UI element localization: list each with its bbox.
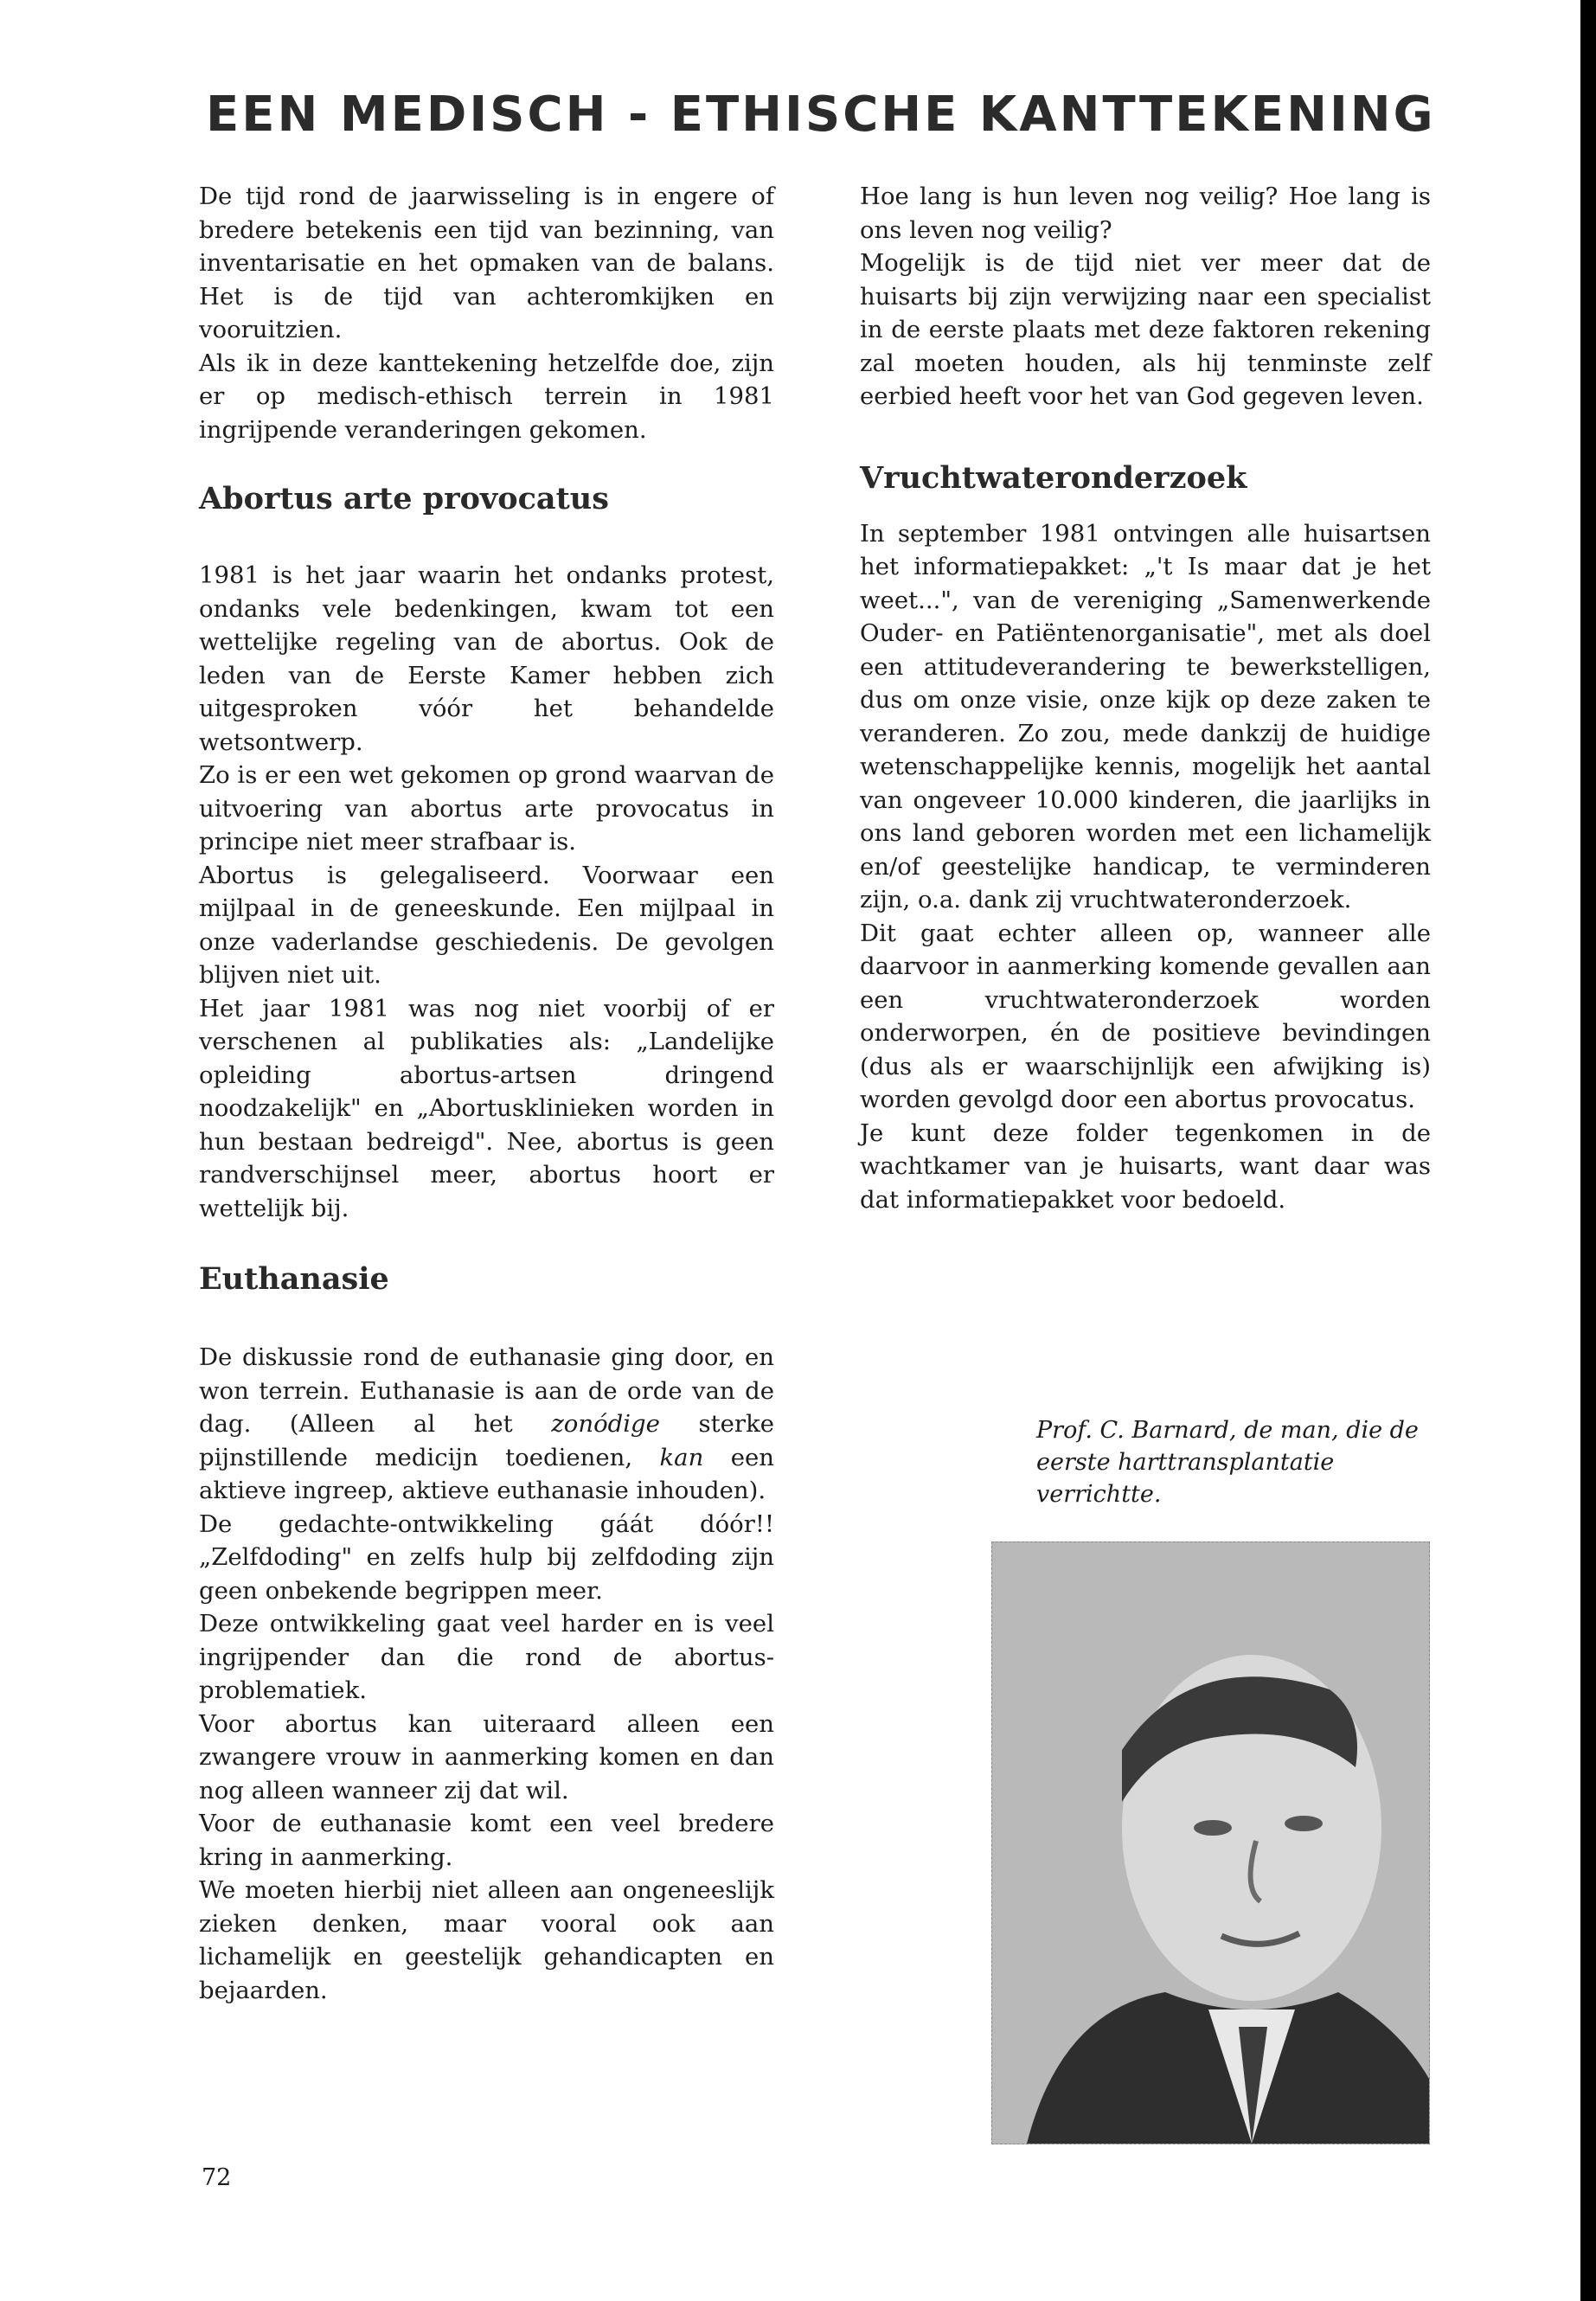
section-heading-euthanasie: Euthanasie — [199, 1261, 389, 1297]
euthanasie-text-b: sterke pijnstillende medicijn toedienen, — [199, 1410, 775, 1471]
abortus-paragraph-3: Abortus is gelegaliseerd. Voorwaar een mijlpaal in de geneeskunde. Een mijlpaal in onze vaderlandse geschiedenis. De gevolgen blijven niet uit. — [199, 861, 774, 989]
euthanasie-paragraph-4: Voor abortus kan uiteraard alleen een zwangere vrouw in aanmerking komen en dan nog alleen wanneer zij dat wil. — [199, 1709, 774, 1804]
vruchtwater-paragraph-1: In september 1981 ontvingen alle huisartsen het informatiepakket: „'t Is maar dat je het weet...", van de vereniging „Samenwerkende Ouder- en Patiëntenorganisatie", met als doel een attitudeverandering te bewerkstelligen, dus om onze visie, onze kijk op deze zaken te veranderen. Zo zou, mede dankzij de huidige wetenschappelijke kennis, mogelijk het aantal van ongeveer 10.000 kinderen, die jaarlijks in ons land geboren worden met een lichamelijk en/of geestelijke handicap, te verminderen zijn, o.a. dank zij vruchtwateronderzoek. — [860, 519, 1431, 913]
section-heading-abortus: Abortus arte provocatus — [199, 481, 609, 516]
photo-caption: Prof. C. Barnard, de man, die de eerste harttransplantatie verrichtte. — [1036, 1417, 1419, 1508]
euthanasie-text-a: De diskussie rond de euthanasie ging door, en won terrein. Euthanasie is aan de orde van de dag. (Alleen al het — [199, 1343, 774, 1438]
euthanasie-paragraph-2: De gedachte-ontwikkeling gáát dóór!! „Zelfdoding" en zelfs hulp bij zelfdoding zijn geen onbekende begrippen meer. — [199, 1509, 774, 1605]
left-column — [199, 180, 774, 2007]
euthanasie-emphasis-zonodige: zonódige — [551, 1410, 660, 1438]
euthanasie-paragraph-6: We moeten hierbij niet alleen aan ongeneeslijk zieken denken, maar vooral ook aan lichamelijk en geestelijk gehandicapten en bejaarden. — [199, 1876, 774, 2004]
section-heading-vruchtwater: Vruchtwateronderzoek — [860, 459, 1247, 496]
vruchtwater-paragraph-2: Dit gaat echter alleen op, wanneer alle daarvoor in aanmerking komende gevallen aan een vruchtwateronderzoek worden onderworpen, én de positieve bevindingen (dus als er waarschijnlijk een afwijking is) worden gevolgd door een abortus provocatus. — [860, 919, 1431, 1113]
page-title: EEN MEDISCH - ETHISCHE KANTTEKENING — [206, 87, 1436, 143]
page-number: 72 — [202, 2164, 232, 2191]
euthanasie-emphasis-kan: kan — [659, 1443, 704, 1471]
right-column — [860, 180, 1431, 1216]
euthanasie-text-c: een aktieve ingreep, aktieve euthanasie inhouden). — [199, 1443, 774, 1504]
portrait-photo — [991, 1541, 1430, 2144]
right-intro-paragraph-1: Hoe lang is hun leven nog veilig? Hoe lang is ons leven nog veilig? — [860, 183, 1431, 244]
abortus-paragraph-2: Zo is er een wet gekomen op grond waarvan de uitvoering van abortus arte provocatus in principe niet meer strafbaar is. — [199, 761, 774, 856]
euthanasie-paragraph-5: Voor de euthanasie komt een veel bredere kring in aanmerking. — [199, 1810, 774, 1871]
portrait-illustration — [992, 1542, 1429, 2144]
page-edge-bar — [1580, 0, 1596, 2301]
vruchtwater-paragraph-3: Je kunt deze folder tegenkomen in de wachtkamer van je huisarts, want daar was dat informatiepakket voor bedoeld. — [860, 1118, 1431, 1214]
right-intro-paragraph-2: Mogelijk is de tijd niet ver meer dat de huisarts bij zijn verwijzing naar een specialist in de eerste plaats met deze faktoren rekening zal moeten houden, als hij tenminste zelf eerbied heeft voor het van God gegeven leven. — [860, 249, 1431, 410]
euthanasie-paragraph-3: Deze ontwikkeling gaat veel harder en is veel ingrijpender dan die rond de abortus-problematiek. — [199, 1610, 774, 1704]
abortus-paragraph-1: 1981 is het jaar waarin het ondanks protest, ondanks vele bedenkingen, kwam tot een wettelijke regeling van de abortus. Ook de leden van de Eerste Kamer hebben zich uitgesproken vóór het behandelde wetsontwerp. — [199, 561, 774, 756]
intro-paragraph-1: De tijd rond de jaarwisseling is in engere of bredere betekenis een tijd van bezinning, van inventarisatie en het opmaken van de balans. Het is de tijd van achteromkijken en vooruitzien. — [199, 183, 774, 343]
abortus-paragraph-4: Het jaar 1981 was nog niet voorbij of er verschenen al publikaties als: „Landelijke opleiding abortus-artsen dringend noodzakelijk" en „Abortusklinieken worden in hun bestaan bedreigd". Nee, abortus is geen randverschijnsel meer, abortus hoort er wettelijk bij. — [199, 994, 774, 1222]
euthanasie-paragraph-1 — [199, 1341, 774, 1508]
intro-paragraph-2: Als ik in deze kanttekening hetzelfde doe, zijn er op medisch-ethisch terrein in 1981 ingrijpende veranderingen gekomen. — [199, 349, 774, 444]
